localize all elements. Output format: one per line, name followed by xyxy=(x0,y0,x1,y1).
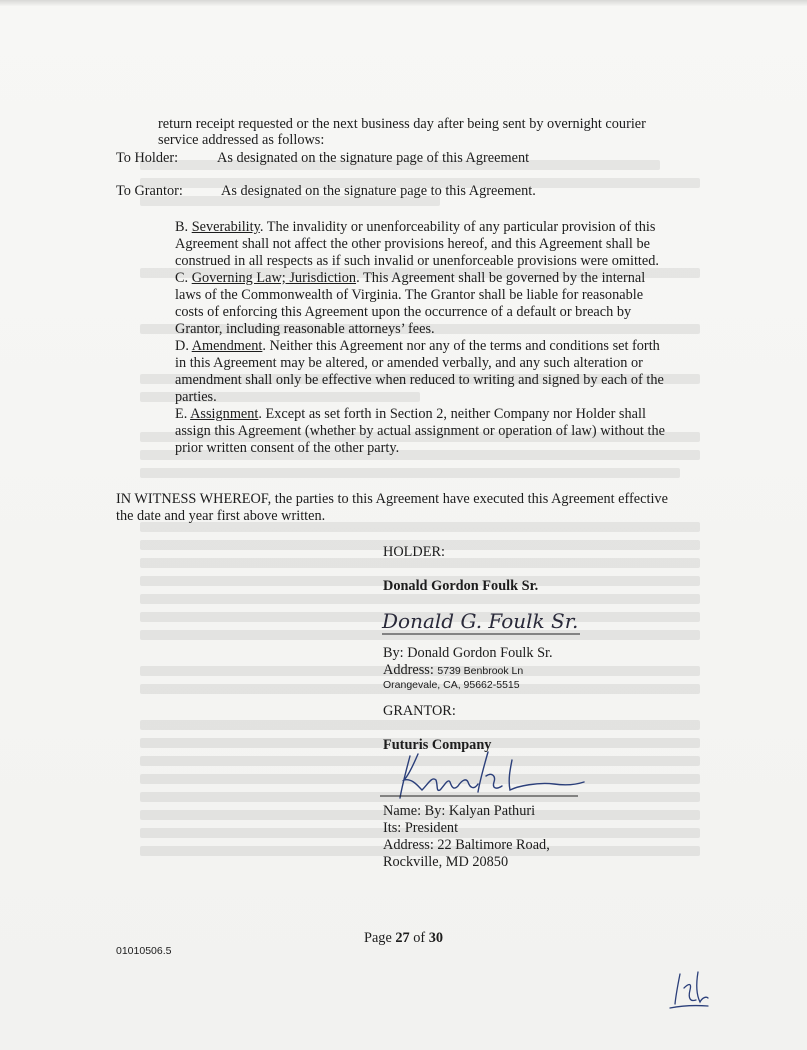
holder-name: Donald Gordon Foulk Sr. xyxy=(383,578,539,594)
grantor-address-line-1: Address: 22 Baltimore Road, xyxy=(383,837,550,853)
witness-line-2: the date and year first above written. xyxy=(116,508,326,524)
section-e-line-3: prior written consent of the other party. xyxy=(175,440,400,456)
holder-by: By: Donald Gordon Foulk Sr. xyxy=(383,645,553,661)
page-current: 27 xyxy=(395,930,410,946)
section-b-line-3: construed in all respects as if such invalid or unenforceable provisions were omitted. xyxy=(175,253,659,269)
notice-line-2: service addressed as follows: xyxy=(158,132,325,148)
holder-signature xyxy=(380,602,600,638)
holder-heading: HOLDER: xyxy=(383,544,445,560)
section-c-line-4: Grantor, including reasonable attorneys’ fees. xyxy=(175,321,435,337)
grantor-signature-strokes xyxy=(400,752,584,798)
section-d-text: . Neither this Agreement nor any of the terms and conditions set forth xyxy=(262,338,660,354)
section-c-title: Governing Law; Jurisdiction xyxy=(191,270,357,286)
holder-signature-script: Donald G. Foulk Sr. xyxy=(382,609,579,633)
section-b-title: Severability xyxy=(191,219,260,235)
section-d-line-3: amendment shall only be effective when reduced to writing and signed by each of the xyxy=(175,372,664,388)
section-e-prefix: E. xyxy=(175,406,191,422)
section-c-prefix: C. xyxy=(175,270,192,286)
section-c-line-1 xyxy=(175,270,645,286)
section-e-line-1 xyxy=(175,406,646,422)
document-id: 01010506.5 xyxy=(116,945,172,957)
initials-mark xyxy=(666,968,712,1012)
section-e-line-2: assign this Agreement (whether by actual assignment or operation of law) without the xyxy=(175,423,665,439)
grantor-name-by: Name: By: Kalyan Pathuri xyxy=(383,803,536,819)
page-prefix: Page xyxy=(364,930,396,946)
grantor-signature xyxy=(378,746,598,806)
page-number xyxy=(364,930,443,946)
section-d-line-2: in this Agreement may be altered, or amended verbally, and any such alteration or xyxy=(175,355,643,371)
section-d-title: Amendment xyxy=(191,338,263,354)
page-total: 30 xyxy=(428,930,444,946)
witness-line-1: IN WITNESS WHEREOF, the parties to this Agreement have executed this Agreement effective xyxy=(116,491,668,507)
section-e-text: . Except as set forth in Section 2, neither Company nor Holder shall xyxy=(258,406,646,422)
grantor-heading: GRANTOR: xyxy=(383,703,456,719)
holder-address-street: 5739 Benbrook Ln xyxy=(437,665,524,677)
section-d-line-1 xyxy=(175,338,660,354)
section-b-line-1 xyxy=(175,219,655,235)
section-d-line-4: parties. xyxy=(175,389,217,405)
scan-edge xyxy=(0,0,807,6)
section-e-title: Assignment xyxy=(190,406,259,422)
to-holder-value: As designated on the signature page of this Agreement xyxy=(217,150,530,166)
section-b-line-2: Agreement shall not affect the other provisions hereof, and this Agreement shall be xyxy=(175,236,650,252)
notice-line-1: return receipt requested or the next business day after being sent by overnight courier xyxy=(158,116,646,132)
initials-strokes xyxy=(670,972,708,1008)
page-of: of xyxy=(409,930,429,946)
section-b-text: . The invalidity or unenforceability of any particular provision of this xyxy=(259,219,656,235)
grantor-company: Futuris Company xyxy=(383,737,492,753)
section-c-line-3: costs of enforcing this Agreement upon the occurrence of a default or breach by xyxy=(175,304,632,320)
section-c-text: . This Agreement shall be governed by the internal xyxy=(356,270,646,286)
section-d-prefix: D. xyxy=(175,338,192,354)
section-b-prefix: B. xyxy=(175,219,192,235)
section-c-line-2: laws of the Commonwealth of Virginia. The Grantor shall be liable for reasonable xyxy=(175,287,644,303)
holder-address-line-2: Orangevale, CA, 95662-5515 xyxy=(383,679,520,691)
holder-address-line-1 xyxy=(383,662,523,678)
grantor-its: Its: President xyxy=(383,820,459,836)
to-grantor-value: As designated on the signature page to this Agreement. xyxy=(221,183,536,199)
to-holder-label: To Holder: xyxy=(116,150,179,166)
to-grantor-label: To Grantor: xyxy=(116,183,183,199)
grantor-address-line-2: Rockville, MD 20850 xyxy=(383,854,509,870)
holder-address-label: Address: xyxy=(383,662,438,678)
